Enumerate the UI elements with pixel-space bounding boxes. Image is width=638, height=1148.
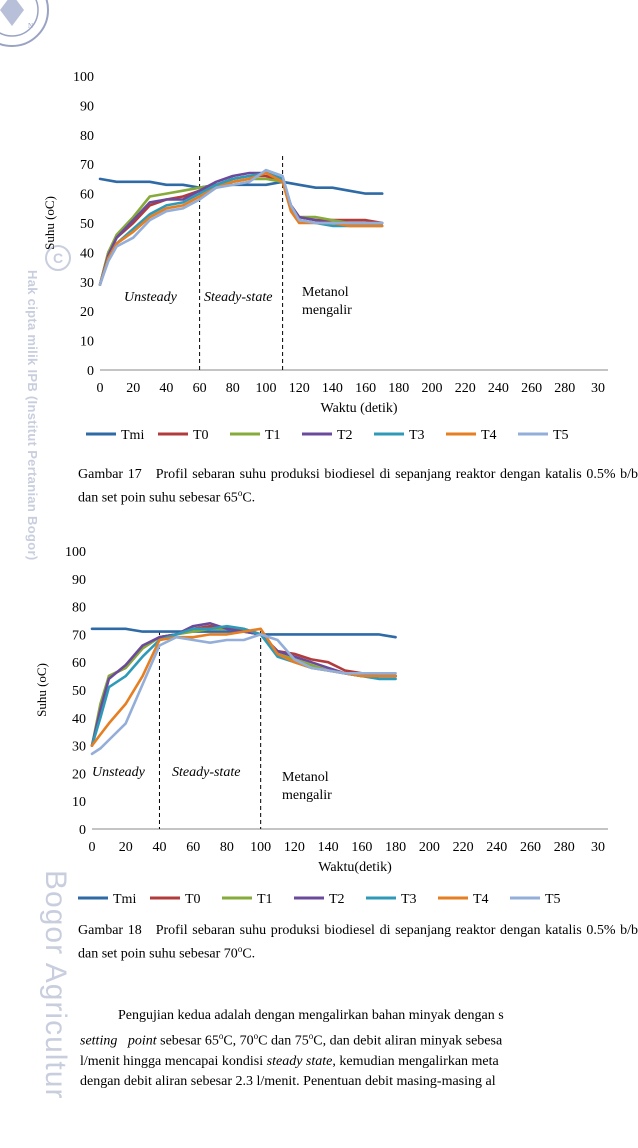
x-tick-label: 140: [321, 381, 343, 396]
y-axis-label: Suhu (oC): [42, 196, 57, 250]
x-tick-label: 40: [159, 381, 174, 396]
y-tick-label: 30: [80, 275, 94, 291]
legend-label-t2: T2: [329, 892, 345, 907]
y-tick-label: 100: [73, 70, 94, 85]
paragraph-line-4: dengan debit aliran sebesar 2.3 l/menit. Penentuan debit masing-masing al: [80, 1073, 496, 1089]
legend-label-t4: T4: [481, 428, 497, 443]
x-tick-label: 200: [421, 381, 443, 396]
x-tick-label: 80: [225, 381, 240, 396]
legend-label-t3: T3: [401, 892, 417, 907]
y-tick-label: 0: [79, 823, 86, 838]
y-tick-label: 20: [80, 305, 94, 321]
figure-18-caption-text: Profil sebaran suhu produksi biodiesel di sepanjang reaktor dengan katalis 0.5% b/b dan set poin suhu sebesar 70: [78, 923, 638, 962]
y-tick-label: 10: [80, 334, 94, 350]
y-axis-label: Suhu (oC): [34, 663, 49, 717]
x-tick-label: 60: [186, 840, 201, 855]
y-tick-label: 70: [72, 628, 86, 644]
x-tick-label: 260: [520, 840, 542, 855]
legend-label-t5: T5: [553, 428, 569, 443]
y-tick-label: 60: [72, 656, 86, 672]
series-line-t4: [92, 629, 396, 746]
x-tick-label: 120: [283, 840, 305, 855]
legend-label-t4: T4: [473, 892, 489, 907]
annotation-metanol: Metanol: [282, 770, 329, 785]
y-tick-label: 50: [72, 684, 86, 699]
series-line-t5: [100, 170, 382, 285]
figure-17-caption: [78, 466, 638, 508]
legend-label-t3: T3: [409, 428, 425, 443]
legend-label-tmi: Tmi: [113, 892, 137, 907]
annotation-metanol: Metanol: [302, 285, 349, 300]
y-tick-label: 40: [72, 711, 86, 727]
x-tick-label: 0: [88, 840, 96, 855]
annotation-mengalir: mengalir: [302, 303, 352, 318]
x-tick-label: 20: [126, 381, 141, 396]
paragraph-line-3: l/menit hingga mencapai kondisi steady state, kemudian mengalirkan meta: [80, 1053, 499, 1069]
legend-label-t0: T0: [193, 428, 209, 443]
x-tick-label: 20: [118, 840, 133, 855]
legend-label-t5: T5: [545, 892, 561, 907]
figure-18-caption-end: C.: [242, 946, 256, 962]
x-tick-label: 100: [255, 381, 277, 396]
y-tick-label: 80: [80, 128, 94, 144]
x-tick-label: 180: [388, 381, 410, 396]
x-tick-label: 280: [554, 381, 576, 396]
x-tick-label: 140: [317, 840, 339, 855]
x-tick-label: 260: [521, 381, 543, 396]
y-tick-label: 80: [72, 600, 86, 616]
series-line-t0: [100, 176, 382, 285]
annotation-unsteady: Unsteady: [92, 765, 145, 780]
x-tick-label: 40: [152, 840, 167, 855]
y-tick-label: 100: [65, 545, 86, 560]
x-tick-label: 240: [486, 840, 508, 855]
paragraph-line-2: setting point sebesar 65$^o$C, 70$^o$C dan 75$^o$C, dan debit aliran minyak sebesa: [80, 1031, 503, 1049]
x-tick-label: 220: [452, 840, 474, 855]
watermark-vertical-text: Hak cipta milik IPB (Institut Pertanian Bogor): [25, 270, 40, 561]
x-tick-label: 160: [355, 381, 377, 396]
figure-17-caption-text: Profil sebaran suhu produksi biodiesel di sepanjang reaktor dengan katalis 0.5% b/b dan set poin suhu sebesar 65: [78, 467, 638, 506]
legend-label-t1: T1: [257, 892, 273, 907]
x-tick-label: 30: [591, 381, 605, 396]
y-tick-label: 30: [72, 739, 86, 755]
svg-text:N: N: [28, 22, 34, 30]
legend-label-t0: T0: [185, 892, 201, 907]
figure-18-caption-label: Gambar 18: [78, 923, 142, 938]
legend-label-tmi: Tmi: [121, 428, 145, 443]
series-line-t1: [100, 179, 382, 285]
body-paragraph: [80, 1006, 620, 1092]
figure-17-caption-label: Gambar 17: [78, 467, 142, 482]
annotation-unsteady: Unsteady: [124, 290, 177, 305]
x-tick-label: 160: [351, 840, 373, 855]
ipb-logo-icon: [0, 0, 52, 50]
copyright-icon: C: [45, 245, 71, 271]
x-tick-label: 220: [454, 381, 476, 396]
y-tick-label: 60: [80, 187, 94, 203]
y-tick-label: 0: [87, 364, 94, 379]
x-axis-label: Waktu (detik): [320, 401, 398, 416]
x-tick-label: 30: [591, 840, 605, 855]
figure-17-chart: [36, 60, 605, 455]
y-tick-label: 90: [80, 99, 94, 115]
x-tick-label: 80: [219, 840, 234, 855]
x-tick-label: 200: [418, 840, 440, 855]
watermark-big-text: Bogor Agricultur: [39, 870, 72, 1100]
annotation-steady-state: Steady-state: [204, 290, 273, 305]
x-tick-label: 60: [192, 381, 207, 396]
legend-label-t2: T2: [337, 428, 353, 443]
y-tick-label: 50: [80, 217, 94, 232]
x-tick-label: 180: [385, 840, 407, 855]
x-tick-label: 280: [553, 840, 575, 855]
y-tick-label: 40: [80, 246, 94, 262]
figure-17-caption-end: C.: [242, 490, 256, 506]
series-line-t1: [92, 629, 396, 746]
legend-label-t1: T1: [265, 428, 281, 443]
y-tick-label: 20: [72, 767, 86, 783]
figure-18-chart: [34, 540, 605, 910]
x-tick-label: 240: [487, 381, 509, 396]
x-axis-label: Waktu(detik): [318, 860, 392, 875]
degree-sup: o: [237, 944, 243, 954]
y-tick-label: 10: [72, 795, 86, 811]
degree-sup: o: [237, 488, 243, 498]
annotation-steady-state: Steady-state: [172, 765, 241, 780]
x-tick-label: 100: [250, 840, 272, 855]
figure-18-caption: [78, 922, 638, 964]
y-tick-label: 90: [72, 572, 86, 588]
x-tick-label: 120: [288, 381, 310, 396]
annotation-mengalir: mengalir: [282, 788, 332, 803]
x-tick-label: 0: [96, 381, 104, 396]
paragraph-line-1: Pengujian kedua adalah dengan mengalirkan bahan minyak dengan s: [118, 1008, 504, 1023]
y-tick-label: 70: [80, 158, 94, 174]
